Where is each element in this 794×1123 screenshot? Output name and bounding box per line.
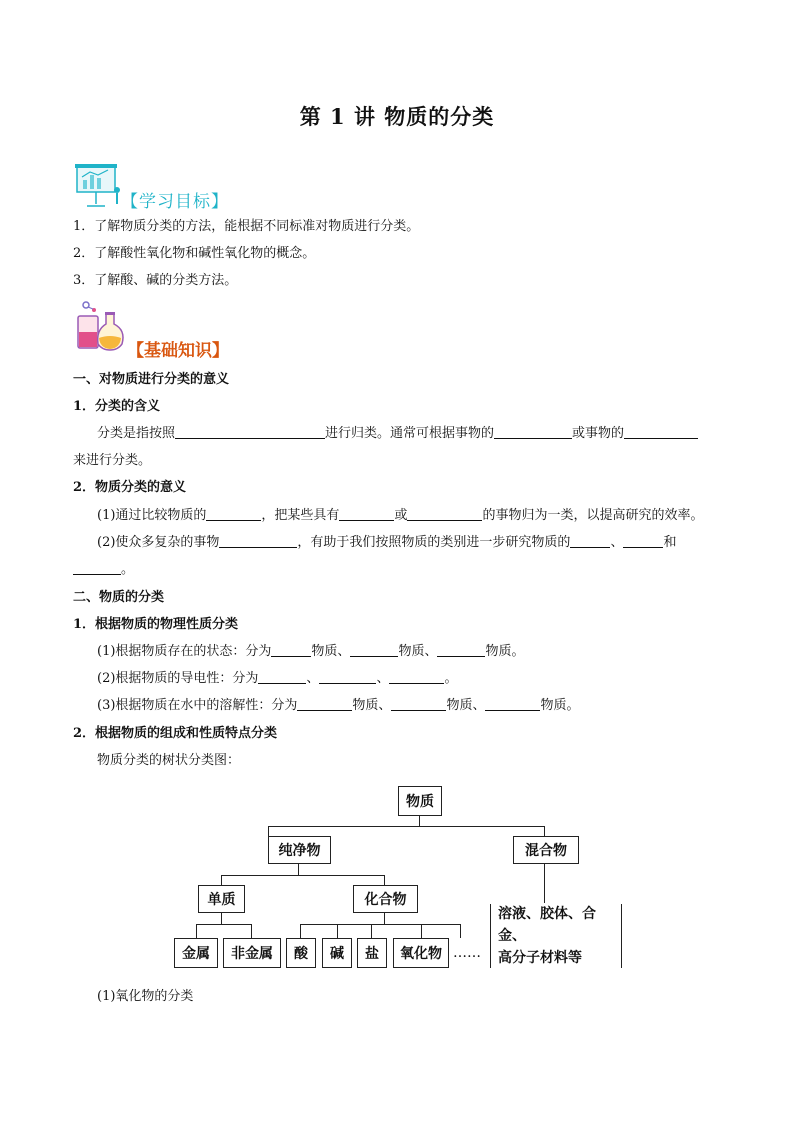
tree-node-base: 碱 bbox=[322, 938, 352, 968]
tree-connector bbox=[300, 924, 301, 938]
fill-blank bbox=[485, 697, 540, 711]
tree-node-pure-substance: 纯净物 bbox=[268, 836, 331, 864]
fill-blank bbox=[297, 697, 352, 711]
lab-flask-icon bbox=[74, 300, 128, 352]
fill-blank bbox=[570, 534, 610, 548]
fill-blank bbox=[339, 507, 394, 521]
tree-connector bbox=[221, 875, 222, 885]
tree-diagram-intro: 物质分类的树状分类图： bbox=[97, 753, 241, 768]
fill-blank bbox=[494, 425, 572, 439]
goal-item-3: 3．了解酸、碱的分类方法。 bbox=[73, 273, 238, 288]
fill-blank bbox=[624, 425, 698, 439]
tree-node-oxide: 氧化物 bbox=[393, 938, 449, 968]
significance-item-2: (2)使众多复杂的事物 ，有助于我们按照物质的类别进一步研究物质的 、 和 bbox=[97, 535, 677, 550]
fill-blank bbox=[350, 643, 398, 657]
tree-connector bbox=[419, 816, 420, 826]
conductivity-item: (2)根据物质的导电性：分为 、 、 。 bbox=[97, 671, 458, 686]
fill-blank bbox=[258, 670, 306, 684]
tree-connector bbox=[460, 924, 461, 938]
tree-node-element: 单质 bbox=[198, 885, 245, 913]
tree-connector bbox=[371, 924, 372, 938]
oxide-classification-item: (1)氧化物的分类 bbox=[97, 989, 194, 1004]
goal-item-1: 1．了解物质分类的方法，能根据不同标准对物质进行分类。 bbox=[73, 219, 420, 234]
section2-sub2-heading: 2．根据物质的组成和性质特点分类 bbox=[73, 726, 278, 741]
tree-connector bbox=[221, 875, 384, 876]
tree-connector bbox=[544, 826, 545, 836]
section2-heading: 二、物质的分类 bbox=[73, 590, 165, 605]
section1-sub2-heading: 2．物质分类的意义 bbox=[73, 480, 187, 495]
tree-node-root: 物质 bbox=[398, 786, 442, 816]
tree-connector bbox=[544, 864, 545, 904]
tree-connector bbox=[268, 826, 269, 836]
tree-node-salt: 盐 bbox=[357, 938, 387, 968]
tree-connector bbox=[221, 913, 222, 924]
presentation-board-icon bbox=[73, 162, 125, 208]
tree-node-compound: 化合物 bbox=[353, 885, 418, 913]
basic-knowledge-banner: 【基础知识】 bbox=[127, 341, 229, 361]
tree-node-mixture-examples bbox=[490, 904, 622, 968]
tree-connector bbox=[196, 924, 197, 938]
mixture-examples-text: 溶液、胶体、合金、 高分子材料等 bbox=[491, 903, 621, 969]
significance-item-2-cont: 。 bbox=[73, 561, 134, 579]
tree-connector bbox=[384, 913, 385, 924]
tree-node-mixture: 混合物 bbox=[513, 836, 579, 864]
tree-connector bbox=[268, 826, 544, 827]
tree-ellipsis: …… bbox=[453, 945, 481, 961]
fill-blank bbox=[219, 534, 297, 548]
goal-item-2: 2．了解酸性氧化物和碱性氧化物的概念。 bbox=[73, 246, 316, 261]
fill-blank bbox=[389, 670, 444, 684]
fill-blank bbox=[407, 507, 482, 521]
tree-node-acid: 酸 bbox=[286, 938, 316, 968]
tree-connector bbox=[384, 875, 385, 885]
fill-blank bbox=[175, 425, 325, 439]
tree-node-metal: 金属 bbox=[174, 938, 218, 968]
classification-meaning-line1: 分类是指按照 进行归类。通常可根据事物的 或事物的 bbox=[97, 425, 698, 443]
significance-item-1: (1)通过比较物质的 ，把某些具有 或 的事物归为一类，以提高研究的效率。 bbox=[97, 508, 704, 523]
fill-blank bbox=[437, 643, 485, 657]
tree-connector bbox=[196, 924, 251, 925]
section2-sub1-heading: 1．根据物质的物理性质分类 bbox=[73, 617, 239, 632]
tree-connector bbox=[337, 924, 338, 938]
tree-connector bbox=[298, 864, 299, 875]
learning-goals-banner: 【学习目标】 bbox=[121, 192, 229, 212]
tree-connector bbox=[300, 924, 460, 925]
tree-node-nonmetal: 非金属 bbox=[223, 938, 281, 968]
fill-blank bbox=[391, 697, 446, 711]
solubility-item: (3)根据物质在水中的溶解性：分为 物质、 物质、 物质。 bbox=[97, 698, 580, 713]
fill-blank bbox=[623, 534, 663, 548]
page-title: 第 1 讲 物质的分类 bbox=[299, 104, 495, 129]
fill-blank bbox=[73, 561, 121, 575]
tree-connector bbox=[251, 924, 252, 938]
tree-connector bbox=[421, 924, 422, 938]
fill-blank bbox=[206, 507, 261, 521]
classification-meaning-line2: 来进行分类。 bbox=[73, 453, 152, 468]
section1-heading: 一、对物质进行分类的意义 bbox=[73, 372, 230, 387]
section1-sub1-heading: 1．分类的含义 bbox=[73, 399, 161, 414]
fill-blank bbox=[319, 670, 376, 684]
fill-blank bbox=[271, 643, 311, 657]
physical-state-item: (1)根据物质存在的状态：分为 物质、 物质、 物质。 bbox=[97, 644, 525, 659]
